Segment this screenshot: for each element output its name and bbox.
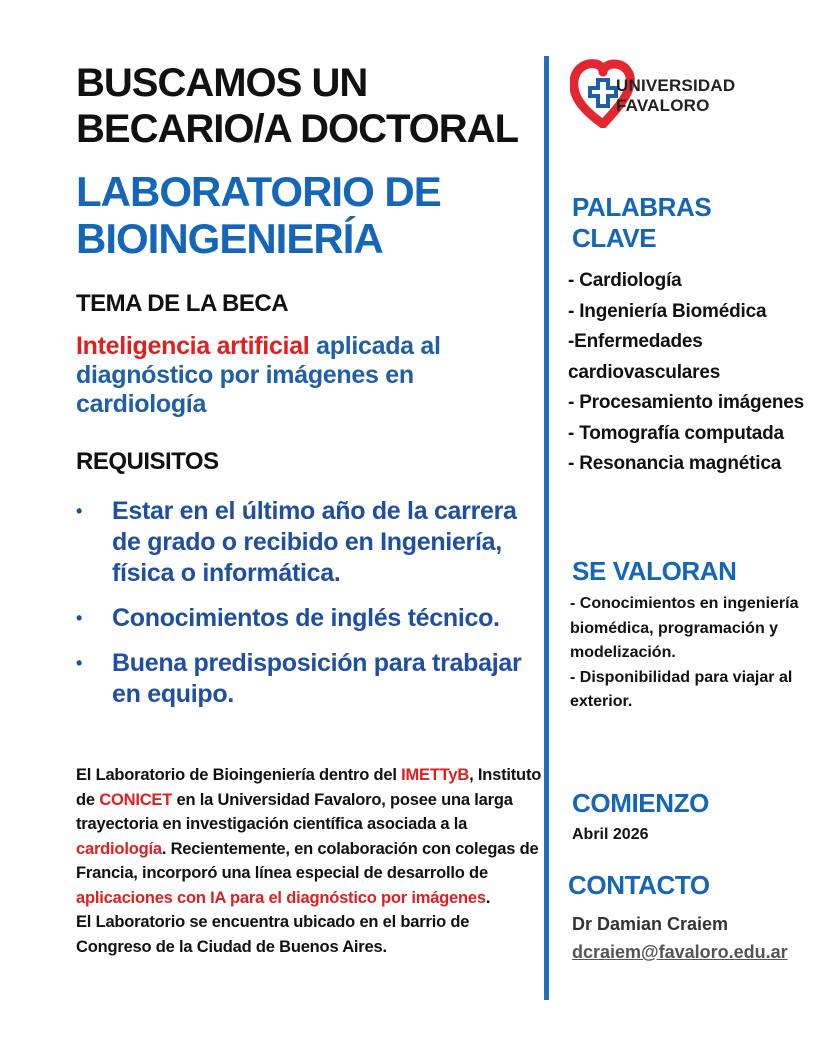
topic-heading: TEMA DE LA BECA <box>76 290 289 317</box>
keywords-list <box>568 266 812 480</box>
list-item: - Conocimientos en ingeniería biomédica, programación y modelización. <box>570 595 799 661</box>
logo-line1: UNIVERSIDAD <box>616 76 736 95</box>
requirements-list <box>76 496 536 724</box>
start-heading: COMIENZO <box>572 788 709 818</box>
favaloro-heart-logo-icon <box>570 58 616 128</box>
logo-line2: FAVALORO <box>616 96 710 115</box>
contact-heading: CONTACTO <box>568 870 710 900</box>
column-divider <box>544 56 549 1000</box>
list-item: - Disponibilidad para viajar al exterior. <box>570 668 793 710</box>
topic-rest: aplicada al diagnóstico por imágenes en cardiología <box>76 332 441 418</box>
valued-heading: SE VALORAN <box>572 556 737 586</box>
list-item: - Tomografía computada <box>568 422 784 444</box>
university-logo-text <box>616 76 735 116</box>
requirement-text: Estar en el último año de la carrera de grado o recibido en Ingeniería, física o informática. <box>112 497 517 587</box>
lab-title-line1: LABORATORIO DE <box>76 168 441 215</box>
headline-line2: BECARIO/A DOCTORAL <box>76 107 518 151</box>
list-item: - Cardiología <box>568 270 682 291</box>
lab-title-line2: BIOINGENIERÍA <box>76 215 383 262</box>
bullet-icon: • <box>76 501 83 521</box>
keywords-heading-line1: PALABRAS <box>572 192 712 222</box>
list-item <box>76 603 536 634</box>
topic-highlight: Inteligencia artificial <box>76 332 310 360</box>
contact-email-link[interactable]: dcraiem@favaloro.edu.ar <box>572 942 788 962</box>
list-item: - Procesamiento imágenes <box>568 392 804 413</box>
requirements-heading: REQUISITOS <box>76 448 219 475</box>
conicet-highlight: CONICET <box>99 790 173 809</box>
desc-text: . <box>485 888 491 907</box>
cardiology-highlight: cardiología <box>76 839 162 858</box>
requirement-text: Buena predisposición para trabajar en equipo. <box>112 649 522 708</box>
desc-text: , Instituto de <box>76 766 542 809</box>
keywords-heading-line2: CLAVE <box>572 223 657 253</box>
keywords-heading <box>572 192 711 254</box>
start-date: Abril 2026 <box>572 826 649 843</box>
bullet-icon: • <box>76 608 83 628</box>
valued-list <box>570 592 806 715</box>
desc-text: . Recientemente, en colaboración con colegas de Francia, incorporó una línea especial de desarrollo de <box>76 839 539 882</box>
contact-name: Dr Damian Craiem <box>572 914 729 934</box>
list-item: - Ingeniería Biomédica <box>568 300 767 322</box>
desc-text: en la Universidad Favaloro, posee una larga trayectoria en investigación científica asociada a la <box>76 790 513 833</box>
headline <box>76 60 518 152</box>
bullet-icon: • <box>76 653 83 673</box>
requirement-text: Conocimientos de inglés técnico. <box>112 604 500 632</box>
lab-description <box>76 763 546 959</box>
desc-text: El Laboratorio de Bioingeniería dentro del <box>76 766 402 784</box>
ai-apps-highlight: aplicaciones con IA para el diagnóstico por imágenes <box>76 888 486 907</box>
desc-location: El Laboratorio se encuentra ubicado en el barrio de Congreso de la Ciudad de Buenos Aires. <box>76 913 470 956</box>
list-item <box>76 648 536 710</box>
list-item: - Resonancia magnética <box>568 453 782 474</box>
topic-text <box>76 332 546 419</box>
headline-line1: BUSCAMOS UN <box>76 61 368 105</box>
lab-title <box>76 168 441 262</box>
list-item: -Enfermedades cardiovasculares <box>568 331 721 383</box>
imettyb-highlight: IMETTyB <box>401 766 470 784</box>
list-item <box>76 496 536 589</box>
